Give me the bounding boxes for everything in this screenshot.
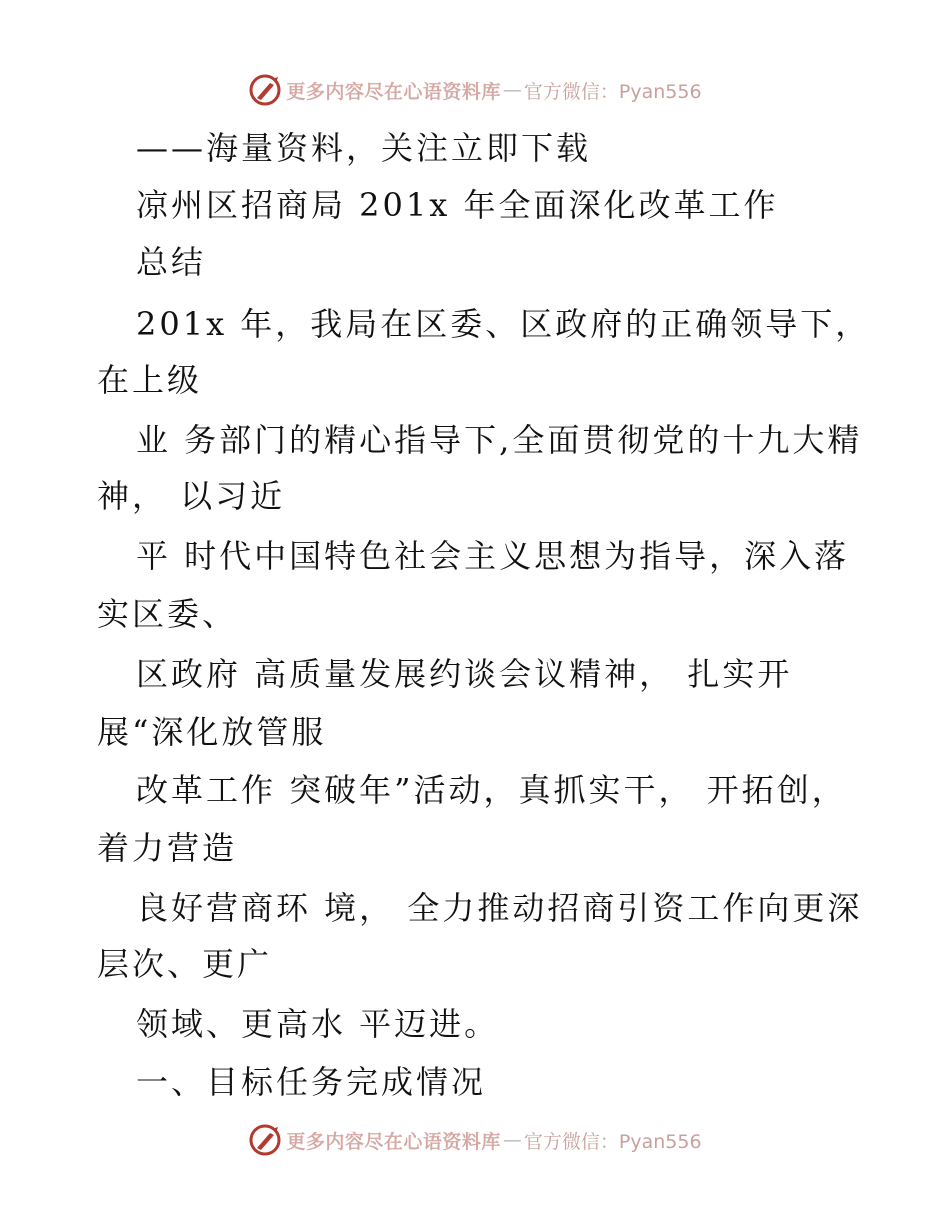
doc-line: 领域、更高水 平迈进。: [136, 1005, 500, 1043]
doc-line: 实区委、: [97, 595, 238, 633]
section-heading: 一、目标任务完成情况: [136, 1063, 487, 1101]
header-banner: [0, 70, 950, 110]
doc-line: 201x 年，我局在区委、区政府的正确领导下，: [136, 305, 871, 343]
doc-line: 平 时代中国特色社会主义思想为指导，深入落: [136, 537, 850, 575]
doc-line: 在上级: [97, 361, 203, 399]
banner-brand-text: 更多内容尽在心语资料库: [286, 80, 501, 103]
quill-pen-circle-icon: [248, 73, 282, 107]
doc-title-line: 总结: [136, 243, 207, 281]
footer-banner: [0, 1120, 950, 1160]
doc-line: 层次、更广: [97, 945, 273, 983]
banner-contact-text: 官方微信：Pyan556: [523, 1130, 702, 1153]
doc-line: ——海量资料，关注立即下载: [136, 129, 592, 167]
doc-line: 良好营商环 境， 全力推动招商引资工作向更深: [136, 889, 863, 927]
banner-brand-text: 更多内容尽在心语资料库: [286, 1130, 501, 1153]
doc-line: 区政府 高质量发展约谈会议精神， 扎实开: [136, 655, 793, 693]
banner-contact-text: 官方微信：Pyan556: [523, 80, 702, 103]
doc-line: 业 务部门的精心指导下,全面贯彻党的十九大精: [136, 421, 863, 459]
banner-separator: —: [502, 1129, 522, 1151]
doc-line: 神， 以习近: [97, 477, 286, 515]
quill-pen-circle-icon: [248, 1123, 282, 1157]
doc-line: 展“深化放管服: [97, 713, 327, 751]
doc-line: 改革工作 突破年”活动，真抓实干， 开拓创，: [136, 771, 847, 809]
doc-line: 着力营造: [97, 829, 238, 867]
doc-title-line: 凉州区招商局 201x 年全面深化改革工作: [136, 186, 779, 224]
banner-separator: —: [502, 79, 522, 101]
